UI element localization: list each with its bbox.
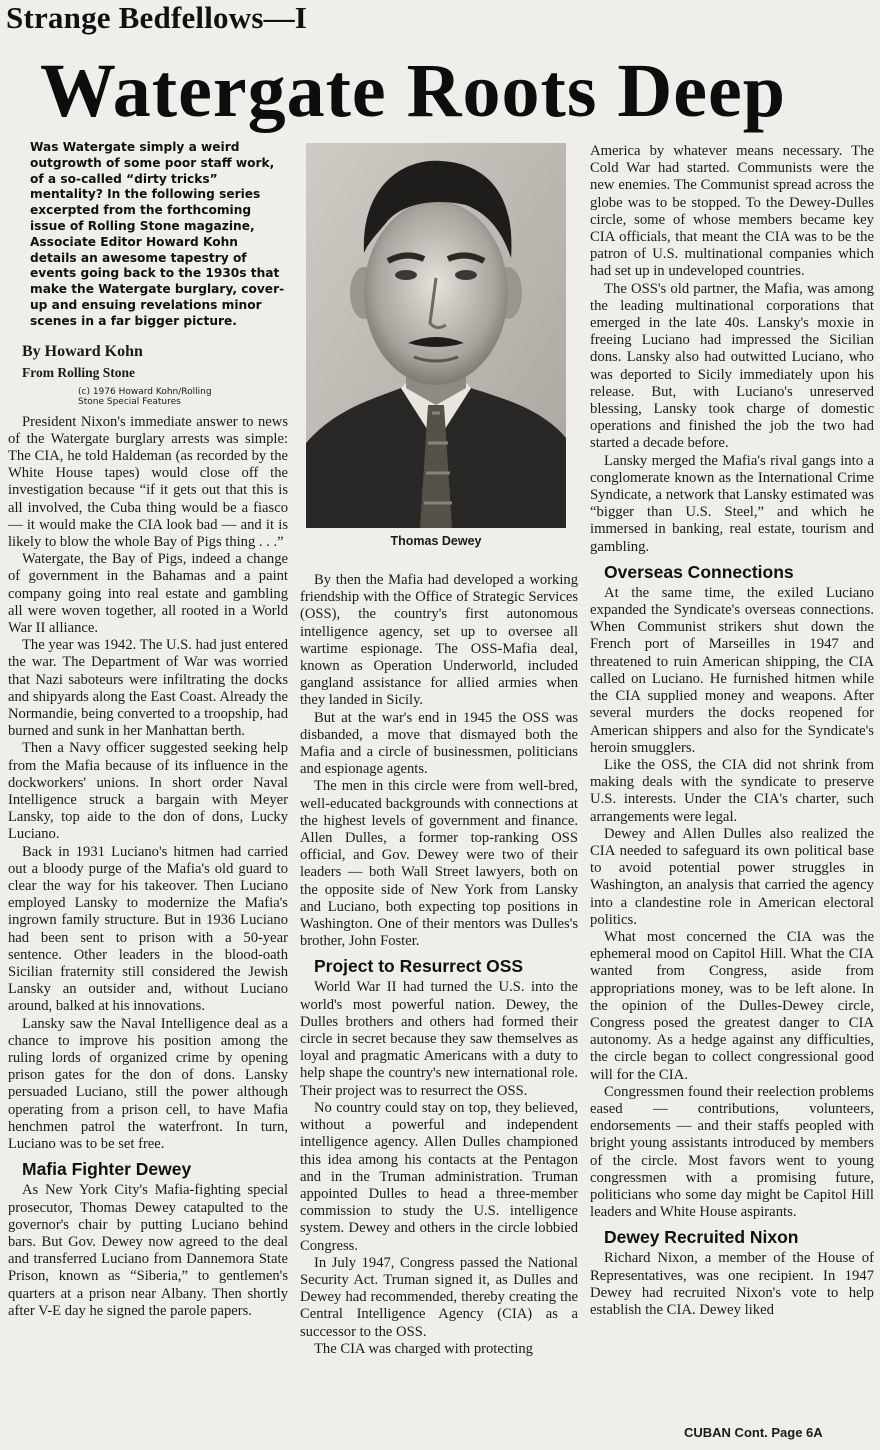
paragraph: Lansky merged the Mafia's rival gangs into a conglomerate known as the International Crime Syndicate, a network that Lansky estimated was “bigger than U.S. Steel,” and which he immersed in banking, real estate, tourism and gambling. xyxy=(590,452,874,555)
paragraph: But at the war's end in 1945 the OSS was disbanded, a move that dismayed both the Mafia and a circle of businessmen, politicians and espionage agents. xyxy=(300,709,578,778)
subheading: Overseas Connections xyxy=(604,561,794,582)
paragraph: The men in this circle were from well-bred, well-educated backgrounds with connections at the highest levels of government and finance. Allen Dulles, a former top-ranking OSS official, and Gov. Dewey were two of their leaders — both Wall Street lawyers, both on the opposite side of New York from Lansky and Luciano, both expecting top positions in Washington. One of their mentors was Dulles's brother, John Foster. xyxy=(300,778,578,950)
subheading: Mafia Fighter Dewey xyxy=(22,1159,192,1180)
paragraph: America by whatever means necessary. The Cold War had started. Communists were the new enemies. The Communist spread across the globe was to be stopped. To the Dewey-Dulles circle, some of whose members became key CIA officials, that meant the CIA was to be the patron of U.S. multinational companies which had set up in undeveloped countries. xyxy=(590,143,874,280)
portrait-photo xyxy=(306,143,566,528)
paragraph: The year was 1942. The U.S. had just entered the war. The Department of War was worried that Nazi saboteurs were infiltrating the docks and shipyards along the East Coast. Already the Normandie, being converted to a troopship, had burned and sunk in her Manhattan berth. xyxy=(8,637,288,740)
paragraph: By then the Mafia had developed a working friendship with the Office of Strategic Services (OSS), the country's first autonomous intelligence agency, set up to oversee all wartime espionage. The OSS-Mafia deal, known as Operation Underworld, included gangland assistance for allied armies when they landed in Sicily. xyxy=(300,572,578,709)
photo-caption: Thomas Dewey xyxy=(390,534,482,548)
paragraph: At the same time, the exiled Luciano expanded the Syndicate's overseas connections. When Communist strikers shut down the French port of Marseilles in 1947 and threatened to ruin American shipping, the CIA called on Luciano. He furnished hitmen while the CIA supplied money and weapons. After several murders the docks reopened for American shippers and also for the Syndicate's heroin smugglers. xyxy=(590,584,874,756)
paragraph: Then a Navy officer suggested seeking help from the Mafia because of its influence in the dockworkers' unions. In short order Naval Intelligence struck a bargain with Meyer Lansky, top aide to the don of dons, Lucky Luciano. xyxy=(8,740,288,843)
paragraph: Dewey and Allen Dulles also realized the CIA needed to safeguard its own political base to avoid potential power struggles in Washington, an analysis that carried the agency into a clandestine role in American electoral politics. xyxy=(590,825,874,928)
portrait-image xyxy=(306,143,566,528)
paragraph: As New York City's Mafia-fighting special prosecutor, Thomas Dewey catapulted to the governor's chair by putting Luciano behind bars. But Gov. Dewey now agreed to the deal and transferred Luciano from Dannemora State Prison, known as “Siberia,” to gentlemen's quarters at a prison near Albany. Then shortly after V-E day he signed the parole papers. xyxy=(8,1182,288,1319)
continuation-line: CUBAN Cont. Page 6A xyxy=(684,1425,823,1440)
subheading: Project to Resurrect OSS xyxy=(314,956,524,977)
series-kicker: Strange Bedfellows—I xyxy=(6,0,308,35)
paragraph: The CIA was charged with protecting xyxy=(314,1340,533,1357)
column-1 xyxy=(8,140,288,1445)
paragraph: No country could stay on top, they believed, without a powerful and independent intelligence agency. Allen Dulles championed this idea among his contacts at the Pentagon and in the Truman administration. Truman appointed Dulles to head a three-member commission to study the U.S. intelligence system. Dewey and others in the circle lobbied Congress. xyxy=(300,1099,578,1254)
paragraph: What most concerned the CIA was the ephemeral mood on Capitol Hill. What the CIA wanted from Congress, aside from appropriations money, was to be left alone. In the opinion of the Dulles-Dewey circle, Congress posed the greatest danger to CIA autonomy. As a hedge against any difficulties, the circle began to collect congressional good will for the CIA. xyxy=(590,928,874,1083)
headline: Watergate Roots Deep xyxy=(40,49,787,133)
paragraph: Richard Nixon, a member of the House of Representatives, was one recipient. In 1947 Dewey had recruited Nixon's vote to help establish the CIA. Dewey liked xyxy=(590,1250,874,1318)
copyright-line: (c) 1976 Howard Kohn/Rolling Stone Special Features xyxy=(78,386,212,408)
paragraph: President Nixon's immediate answer to news of the Watergate burglary arrests was simple: The CIA, he told Haldeman (as recorded by the White House tapes) would close off the investigation because “if it gets out that this is all involved, the Cuba thing would be a fiasco — it would make the CIA look bad — and it is likely to blow the whole Bay of Pigs thing . . .” xyxy=(8,413,288,550)
intro-blurb: Was Watergate simply a weird outgrowth of some poor staff work, of a so-called “dirty tricks” mentality? In the following series excerpted from the forthcoming issue of Rolling Stone magazine, Associate Editor Howard Kohn details an awesome tapestry of events going back to the 1930s that make the Watergate burglary, cover-up and ensuing revelations minor scenes in a far bigger picture. xyxy=(30,140,285,328)
paragraph: Like the OSS, the CIA did not shrink from making deals with the syndicate to preserve U.S. interests. Under the CIA's charter, such arrangements were legal. xyxy=(590,756,874,825)
column-2 xyxy=(300,572,578,1445)
source-credit: From Rolling Stone xyxy=(22,364,136,380)
paragraph: Watergate, the Bay of Pigs, indeed a change of government in the Bahamas and a paint company going into real estate and gambling all were woven together, all rooted in a World War II alliance. xyxy=(8,551,288,636)
byline: By Howard Kohn xyxy=(22,342,143,360)
paragraph: In July 1947, Congress passed the National Security Act. Truman signed it, as Dulles and Dewey had recommended, thereby creating the Central Intelligence Agency (CIA) as a successor to the OSS. xyxy=(300,1254,578,1340)
paragraph: The OSS's old partner, the Mafia, was among the leading multinational corporations that emerged in the late 40s. Lansky's moxie in freeing Luciano had impressed the Sicilian dons. Lansky also had outwitted Luciano, who was deported to Sicily immediately upon his release. But, with Luciano's unreserved blessing, Lansky took charge of domestic operations and finished the job the two had started a decade before. xyxy=(590,280,874,452)
subheading: Dewey Recruited Nixon xyxy=(604,1227,799,1248)
column-3 xyxy=(590,143,874,1445)
paragraph: Congressmen found their reelection problems eased — contributions, volunteers, endorsements — and their staffs peopled with bright young assistants introduced by members of the circle. Most favors went to young congressmen with a promising future, politicians who some day might be Capitol Hill leaders and White House aspirants. xyxy=(590,1083,874,1221)
paragraph: World War II had turned the U.S. into the world's most powerful nation. Dewey, the Dulles brothers and others had formed their circle in secret because they saw themselves as loyal and pragmatic Americans with a duty to help shape the country's new international role. Their project was to resurrect the OSS. xyxy=(300,979,578,1099)
paragraph: Lansky saw the Naval Intelligence deal as a chance to improve his position among the ruling lords of organized crime by opening prison gates for the don of dons. Lansky persuaded Luciano, still the power although operating from a prison cell, to have Mafia henchmen patrol the waterfront. In turn, Luciano was to be set free. xyxy=(8,1015,288,1153)
paragraph: Back in 1931 Luciano's hitmen had carried out a bloody purge of the Mafia's old guard to clear the way for his takeover. Then Luciano employed Lansky to modernize the Mafia's ingrown family structure. But in 1936 Luciano had been sent to prison with a 50-year sentence. Other leaders in the blood-oath Sicilian fraternity still considered the Jewish Lansky an outsider and, without Luciano around, balked at his innovations. xyxy=(8,843,288,1015)
